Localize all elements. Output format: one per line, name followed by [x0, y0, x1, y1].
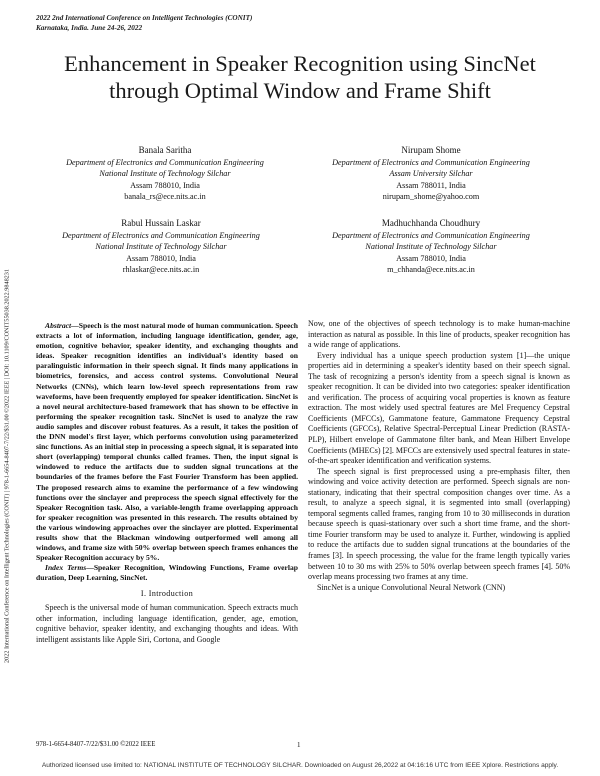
license-notice: Authorized licensed use limited to: NATIONAL INSTITUTE OF TECHNOLOGY SILCHAR. Downloaded on August 26,2022 at 04:16:16 UTC from IEEE Xplore. Restrictions apply. — [41, 762, 559, 769]
conference-line-1: 2022 2nd International Conference on Intelligent Technologies (CONIT) — [36, 14, 253, 22]
page-number: 1 — [297, 741, 301, 749]
author-email[interactable]: nirupam_shome@yahoo.com — [382, 192, 480, 201]
author-inst: Assam University Silchar — [389, 169, 473, 178]
conference-line-2: Karnataka, India. June 24-26, 2022 — [36, 23, 143, 32]
author-dept: Department of Electronics and Communication Engineering — [332, 157, 530, 167]
author-dept: Department of Electronics and Communication Engineering — [62, 230, 260, 240]
author-3 — [30, 218, 292, 276]
author-name: Madhuchhanda Choudhury — [381, 218, 481, 228]
author-email[interactable]: banala_rs@ece.nits.ac.in — [124, 192, 206, 201]
author-dept: Department of Electronics and Communication Engineering — [66, 157, 264, 167]
title-line-1: Enhancement in Speaker Recognition using SincNet — [64, 51, 536, 76]
author-addr: Assam 788010, India — [126, 253, 196, 263]
author-inst: National Institute of Technology Silchar — [99, 169, 231, 178]
index-terms-label: Index Terms — [45, 563, 87, 573]
author-1 — [40, 145, 290, 203]
author-name: Banala Saritha — [138, 145, 192, 155]
right-paragraph-4: SincNet is a unique Convolutional Neural Network (CNN) — [317, 582, 506, 592]
author-inst: National Institute of Technology Silchar — [365, 242, 497, 251]
left-column — [36, 321, 298, 645]
doi-sidebar-text: 2022 International Conference on Intelligent Technologies (CONIT) | 978-1-6654-8407-7/22/$31.00 ©2022 IEEE | DOI: 10.1109/CONIT55038.2022.9848231 — [3, 269, 11, 663]
paper-title — [0, 50, 600, 104]
abstract-label: Abstract — [45, 321, 72, 330]
author-4 — [300, 218, 562, 276]
author-addr: Assam 788011, India — [396, 180, 466, 190]
author-name: Rabul Hussain Laskar — [121, 218, 201, 228]
abstract — [36, 321, 298, 563]
author-email[interactable]: rhlaskar@ece.nits.ac.in — [122, 265, 200, 274]
author-2 — [300, 145, 562, 203]
author-name: Nirupam Shome — [401, 145, 461, 155]
footer-isbn: 978-1-6654-8407-7/22/$31.00 ©2022 IEEE — [36, 741, 156, 748]
doi-sidebar — [2, 206, 12, 726]
right-paragraph-1: Now, one of the objectives of speech technology is to make human-machine interaction as natural as possible. In this line of products, speaker recognition has a wide range of applications. — [308, 319, 570, 350]
conference-header — [36, 14, 252, 33]
right-paragraph-3: The speech signal is first preprocessed using a pre-emphasis filter, then windowing and voice activity detection are performed. Speech signals are non-stationary, indicating that their spectral composition changes over time. As a result, to analyze a speech signal, it is segmented into small (overlapping) temporal segments called frames, ranging from 10 to 30 milliseconds in duration because speech is quasi-stationary over such a short time frame, and the short-time Fourier transform may be used to analyze it. Further, windowing is applied to reduce the artifacts due to sudden signal truncations at the boundaries of the frames [3]. In speech processing, the value for the frame length typically varies between 10 to 30 ms with 25% to 50% overlap between speech frames [4]. 50% overlap means processing two frames at any time. — [308, 466, 570, 582]
author-inst: National Institute of Technology Silchar — [95, 242, 227, 251]
abstract-text: —Speech is the most natural mode of human communication. Speech extracts a lot of information, including language identification, gender, age, emotion, cognitive behavior, speaker identity, and exchanging thoughts and ideas. Speaker recognition identifies an individual's identity based on paralinguistic information in their speech signal. It finds many applications in biometrics, forensics, and access control systems. Convolutional Neural Networks (CNNs), which learn low-level speech representations from raw waveforms, have been frequently employed for speaker identification. SincNet is a novel neural architecture-based framework that has shown to be effective in performing the speaker recognition task. SincNet is used to analyze the raw audio samples and discover robust features. As a result, it takes the position of the DNN model's first layer, which performs convolution using parameterized sinc functions. As an initial step in processing a speech signal, it is separated into short (overlapping) temporal chunks called frames. Then, the input signal is windowed to reduce the artifacts due to sudden signal truncations at the boundaries of the frames before the Fast Fourier Transform has been applied. The proposed research aims to examine the performance of a few windowing functions over the sinclayer and preprocess the speech signal effectively for the Speaker Recognition task. Also, a variable-length frame overlapping approach for speaker recognition was presented in this research. The results obtained by the various windowing approaches over the sinclayer are plotted. Experimental results show that the Blackman windowing outperformed well among all windows, and frame size with 50% overlap between speech frames enhances the Speaker Recognition accuracy by 5%. — [36, 321, 298, 563]
title-line-2: through Optimal Window and Frame Shift — [109, 78, 491, 103]
author-addr: Assam 788010, India — [396, 253, 466, 263]
right-paragraph-2: Every individual has a unique speech production system [1]—the unique properties aid in determining a speaker's identity based on their speech signal. The task of recognizing a person's identity from a speech signal is known as speaker recognition. It can be divided into two categories: speaker identification and verification. The process of acquiring vocal properties is known as feature extraction. The most widely used spectral features are Mel Frequency Cepstral Coefficients (MFCCs), Gammatone feature, Gammatone Frequency Cepstral Coefficients (GFCCs), Relative Spectral-Perceptual Linear Prediction (RASTA-PLP), Hilbert envelope of Gammatone filter bank, and Mean Hilbert Envelope Coefficients (MHECs) [2]. MFCCs are extensively used spectral features in state-of-the-art speaker identification and verification systems. — [308, 350, 570, 466]
intro-paragraph-1: Speech is the universal mode of human communication. Speech extracts much other information, including language identification, gender, age, emotion, cognitive behavior, speaker identity, and exchanging thoughts and ideas. With intelligent assistants like Apple Siri, Cortona, and Google — [36, 602, 298, 644]
index-terms — [36, 563, 298, 583]
author-addr: Assam 788010, India — [130, 180, 200, 190]
right-column — [308, 319, 570, 593]
author-dept: Department of Electronics and Communication Engineering — [332, 230, 530, 240]
section-heading-introduction: I. Introduction — [140, 589, 194, 599]
author-email[interactable]: m_chhanda@ece.nits.ac.in — [387, 265, 475, 274]
index-terms-text: —Speaker Recognition, Windowing Functions, Frame overlap duration, Deep Learning, SincNet. — [36, 563, 298, 583]
